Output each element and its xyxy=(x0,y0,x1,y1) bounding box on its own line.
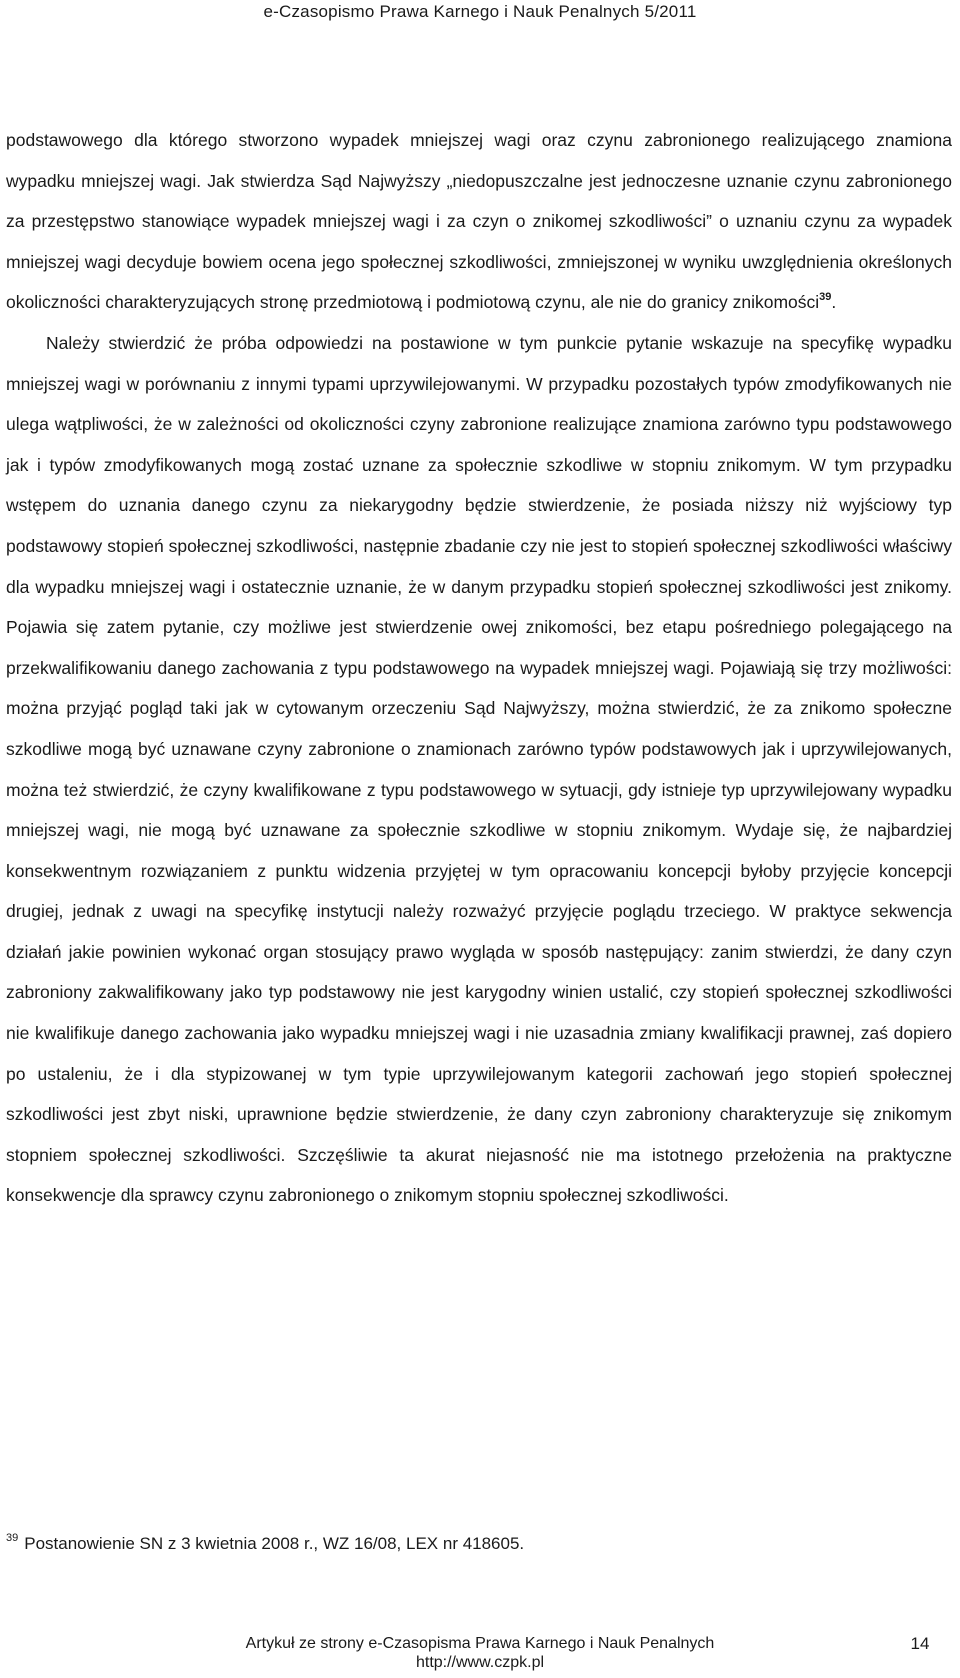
paragraph-1-text: podstawowego dla którego stworzono wypadek mniejszej wagi oraz czynu zabronionego realizującego znamiona wypadku mniejszej wagi. Jak stwierdza Sąd Najwyższy „niedopuszczalne jest jednoczesne uznanie czynu zabronionego za przestępstwo stanowiące wypadek mniejszej wagi i za czyn o znikomej szkodliwości” o uznaniu czynu za wypadek mniejszej wagi decyduje bowiem ocena jego społecznej szkodliwości, zmniejszonej w wyniku uwzględnienia określonych okoliczności charakteryzujących stronę przedmiotową i podmiotową czynu, ale nie do granicy znikomości xyxy=(6,130,952,313)
article-body xyxy=(6,120,952,1216)
page-number: 14 xyxy=(910,1634,930,1653)
paragraph-1-end: . xyxy=(831,292,837,313)
journal-header: e-Czasopismo Prawa Karnego i Nauk Penalnych 5/2011 xyxy=(263,2,697,21)
footer-source-line: Artykuł ze strony e-Czasopisma Prawa Karnego i Nauk Penalnych xyxy=(245,1635,715,1652)
footnote-text: Postanowienie SN z 3 kwietnia 2008 r., WZ 16/08, LEX nr 418605. xyxy=(24,1534,525,1553)
paragraph-2: Należy stwierdzić że próba odpowiedzi na postawione w tym punkcie pytanie wskazuje na specyfikę wypadku mniejszej wagi w porównaniu z innymi typami uprzywilejowanymi. W przypadku pozostałych typów zmodyfikowanych nie ulega wątpliwości, że w zależności od okoliczności czyny zabronione realizujące znamiona zarówno typu podstawowego jak i typów zmodyfikowanych mogą zostać uznane za społecznie szkodliwe w stopniu znikomym. W tym przypadku wstępem do uznania danego czynu za niekarygodny będzie stwierdzenie, że posiada niższy niż wyjściowy typ podstawowy stopień społecznej szkodliwości, następnie zbadanie czy nie jest to stopień społecznej szkodliwości właściwy dla wypadku mniejszej wagi i ostatecznie uznanie, że w danym przypadku stopień społecznej szkodliwości jest znikomy. Pojawia się zatem pytanie, czy możliwe jest stwierdzenie owej znikomości, bez etapu pośredniego polegającego na przekwalifikowaniu danego zachowania z typu podstawowego na wypadek mniejszej wagi. Pojawiają się trzy możliwości: można przyjąć pogląd taki jak w cytowanym orzeczeniu Sąd Najwyższy, można stwierdzić, że za znikomo społeczne szkodliwe mogą być uznawane czyny zabronione o znamionach zarówno typów podstawowych jak i uprzywilejowanych, można też stwierdzić, że czyny kwalifikowane z typu podstawowego w sytuacji, gdy istnieje typ uprzywilejowany wypadku mniejszej wagi, nie mogą być uznawane za społecznie szkodliwe w stopniu znikomym. Wydaje się, że najbardziej konsekwentnym rozwiązaniem z punktu widzenia przyjętej w tym opracowaniu koncepcji byłoby przyjęcie koncepcji drugiej, jednak z uwagi na specyfikę instytucji należy rozważyć przyjęcie poglądu trzeciego. W praktyce sekwencja działań jakie powinien wykonać organ stosujący prawo wygląda w sposób następujący: zanim stwierdzi, że dany czyn zabroniony zakwalifikowany jako typ podstawowy nie jest karygodny winien ustalić, czy stopień społecznej szkodliwości nie kwalifikuje danego zachowania jako wypadku mniejszej wagi i nie uzasadnia zmiany kwalifikacji prawnej, zaś dopiero po ustaleniu, że i dla stypizowanej w tym typie uprzywilejowanym kategorii zachowań jego stopień społecznej szkodliwości jest zbyt niski, uprawnione będzie stwierdzenie, że dany czyn zabroniony charakteryzuje się znikomym stopniem społecznej szkodliwości. Szczęśliwie ta akurat niejasność nie ma istotnego przełożenia na praktyczne konsekwencje dla sprawcy czynu zabronionego o znikomym stopniu społecznej szkodliwości. xyxy=(6,332,952,1206)
footer-url-link[interactable]: http://www.czpk.pl xyxy=(415,1654,545,1671)
page-footer xyxy=(230,1634,730,1672)
paragraph-1 xyxy=(6,120,952,323)
footnote-reference-39[interactable]: 39 xyxy=(819,291,832,304)
footnote-number: 39 xyxy=(6,1532,19,1544)
footnote-39 xyxy=(6,1533,946,1555)
